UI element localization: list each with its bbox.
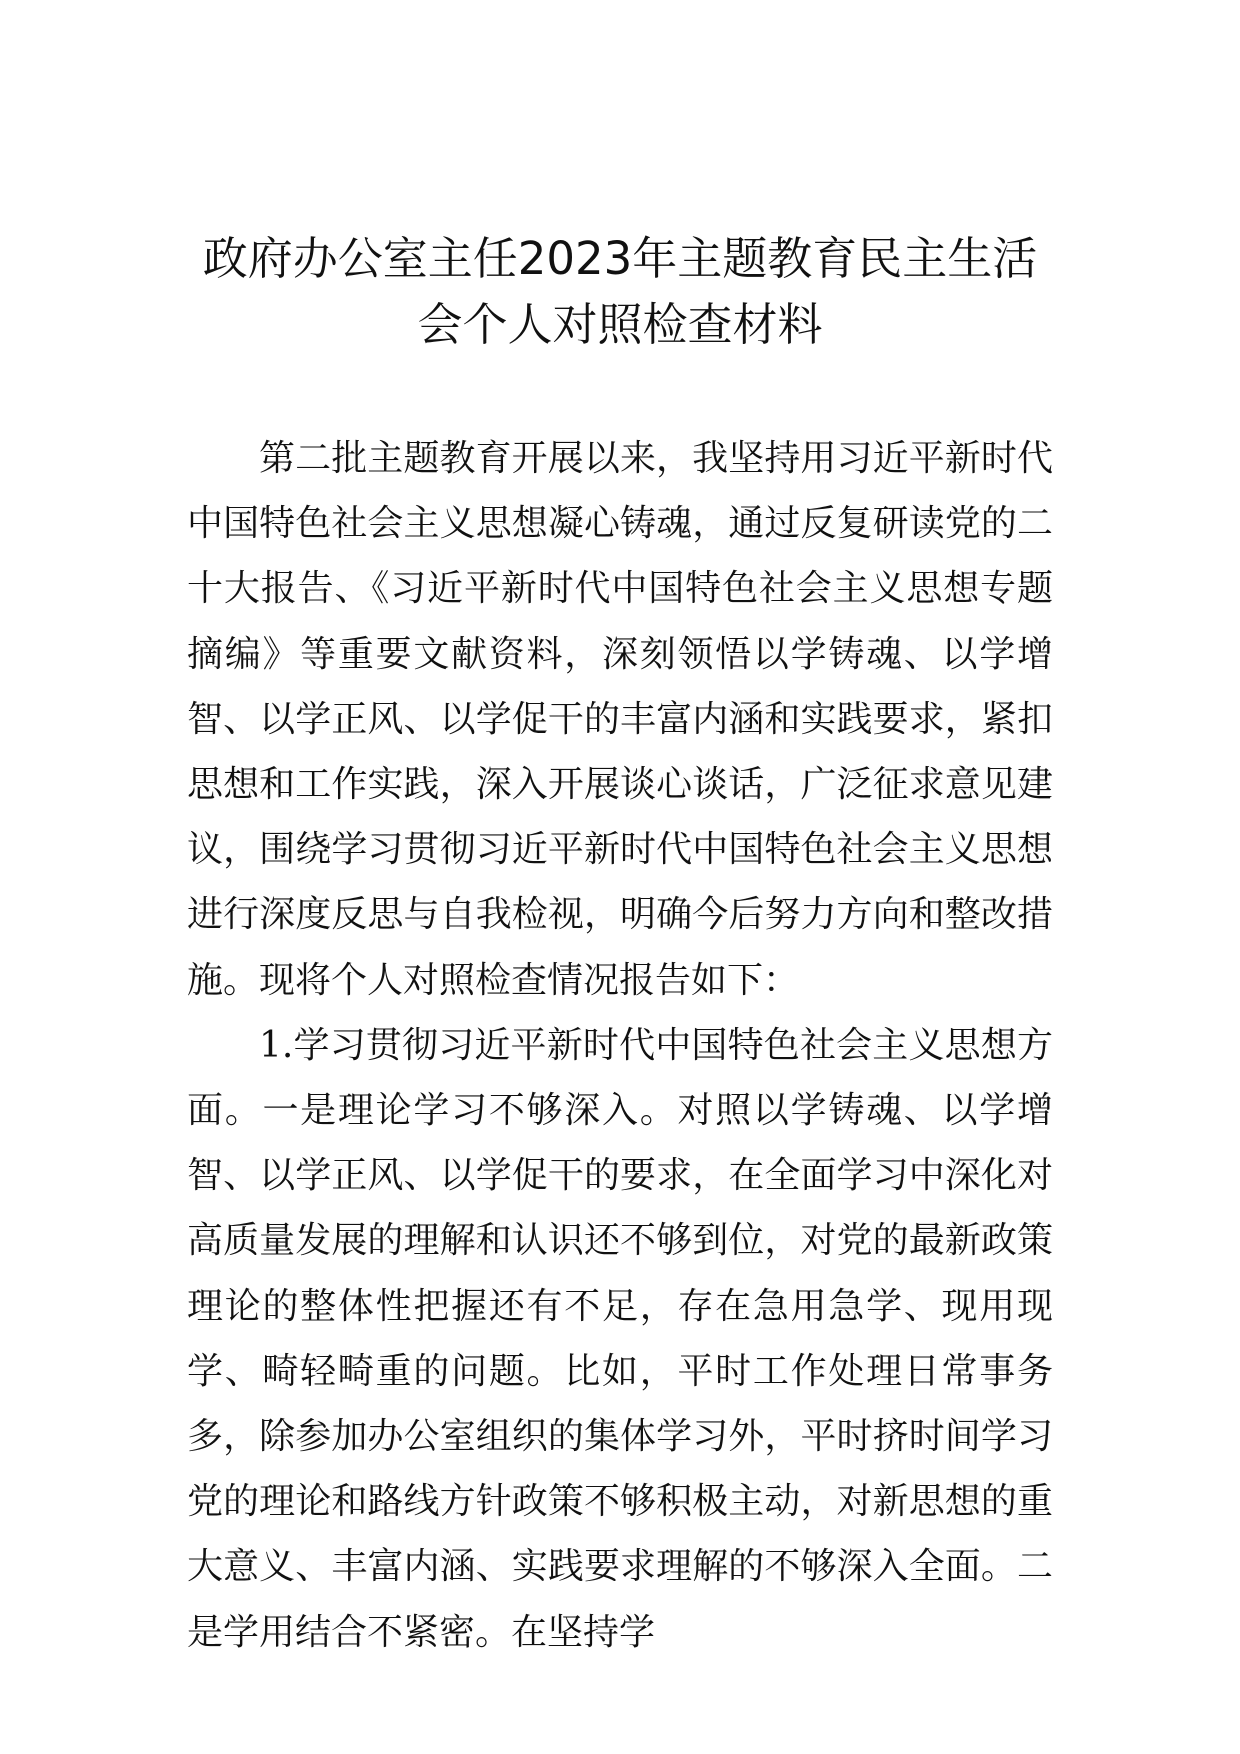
- title-line-2: 会个人对照检查材料: [417, 298, 823, 351]
- paragraph-section-1: 1.学习贯彻习近平新时代中国特色社会主义思想方面。一是理论学习不够深入。对照以学铸魂、以学增智、以学正风、以学促干的要求，在全面学习中深化对高质量发展的理解和认识还不够到位，对党的最新政策理论的整体性把握还有不足，存在急用急学、现用现学、畸轻畸重的问题。比如，平时工作处理日常事务多，除参加办公室组织的集体学习外，平时挤时间学习党的理论和路线方针政策不够积极主动，对新思想的重大意义、丰富内涵、实践要求理解的不够深入全面。二是学用结合不紧密。在坚持学: [187, 1024, 1053, 1653]
- paragraph-intro: 第二批主题教育开展以来，我坚持用习近平新时代中国特色社会主义思想凝心铸魂，通过反复研读党的二十大报告、《习近平新时代中国特色社会主义思想专题摘编》等重要文献资料，深刻领悟以学铸魂、以学增智、以学正风、以学促干的丰富内涵和实践要求，紧扣思想和工作实践，深入开展谈心谈话，广泛征求意见建议，围绕学习贯彻习近平新时代中国特色社会主义思想进行深度反思与自我检视，明确今后努力方向和整改措施。现将个人对照检查情况报告如下：: [187, 438, 1053, 1001]
- title-line-1: 政府办公室主任2023年主题教育民主生活: [202, 232, 1038, 285]
- document-title: [160, 226, 1080, 358]
- document-body: [187, 426, 1053, 1665]
